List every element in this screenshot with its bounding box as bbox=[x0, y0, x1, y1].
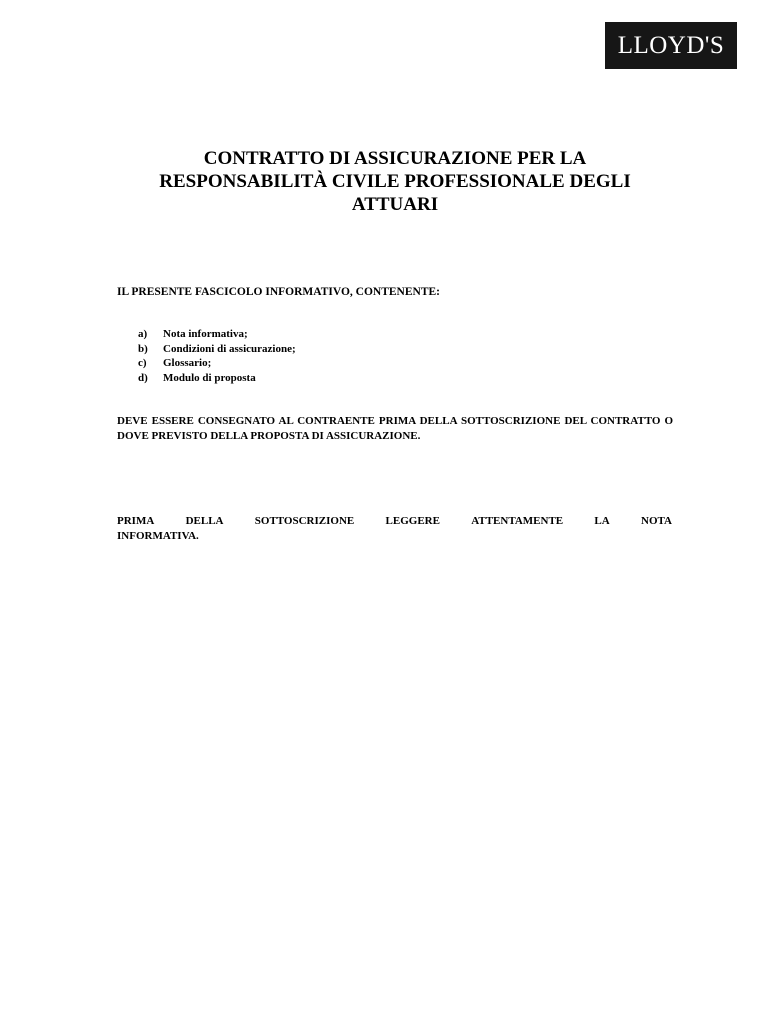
list-item bbox=[138, 327, 296, 342]
warning-word: DELLA bbox=[185, 515, 224, 527]
warning-word: NOTA bbox=[641, 515, 672, 527]
document-title bbox=[100, 147, 690, 216]
contents-list bbox=[138, 327, 296, 385]
list-item-letter: d) bbox=[138, 371, 148, 384]
logo-text: LLOYD'S bbox=[617, 31, 725, 59]
list-item-letter: c) bbox=[138, 357, 147, 369]
warning-word: ATTENTAMENTE bbox=[471, 515, 564, 527]
warning-word: INFORMATIVA. bbox=[117, 530, 199, 542]
list-item-text: Modulo di proposta bbox=[163, 371, 256, 384]
list-item-letter: b) bbox=[138, 342, 148, 355]
list-item bbox=[138, 356, 296, 371]
title-line: ATTUARI bbox=[351, 194, 439, 215]
delivery-notice: DEVE ESSERE CONSEGNATO AL CONTRAENTE PRIMA DELLA SOTTOSCRIZIONE DEL CONTRATTO O DOVE PREVISTO DELLA PROPOSTA DI ASSICURAZIONE. bbox=[117, 415, 673, 442]
intro-text: IL PRESENTE FASCICOLO INFORMATIVO, CONTENENTE: bbox=[117, 286, 440, 298]
warning-line bbox=[117, 514, 672, 529]
list-item-text: Condizioni di assicurazione; bbox=[163, 342, 296, 355]
warning-word: PRIMA bbox=[117, 515, 155, 527]
reading-warning bbox=[117, 514, 672, 544]
warning-line bbox=[117, 529, 672, 544]
lloyds-logo bbox=[605, 22, 737, 69]
list-item bbox=[138, 371, 296, 386]
warning-word: LEGGERE bbox=[385, 515, 440, 527]
list-item bbox=[138, 342, 296, 357]
title-line: RESPONSABILITÀ CIVILE PROFESSIONALE DEGLI bbox=[159, 171, 631, 192]
title-line: CONTRATTO DI ASSICURAZIONE PER LA bbox=[203, 148, 587, 169]
warning-word: SOTTOSCRIZIONE bbox=[254, 515, 355, 527]
warning-word: LA bbox=[594, 515, 610, 527]
list-item-text: Glossario; bbox=[163, 357, 212, 369]
list-item-text: Nota informativa; bbox=[163, 328, 248, 340]
list-item-letter: a) bbox=[138, 328, 148, 340]
